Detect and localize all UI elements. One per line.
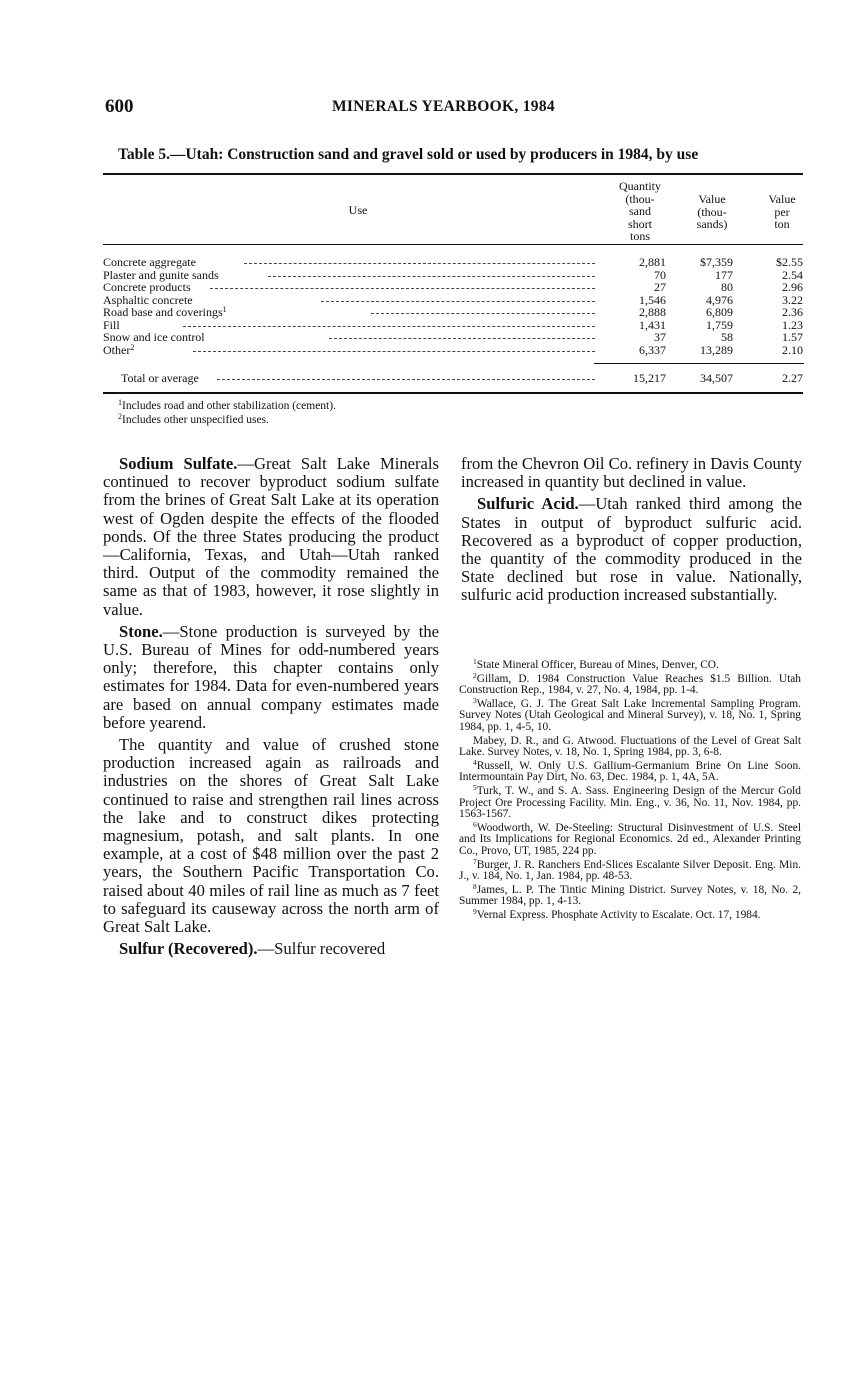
reference-mark: 5 [473, 782, 477, 792]
table-row [103, 306, 803, 318]
row-quantity: 37 [654, 330, 666, 344]
reference-list [459, 657, 801, 923]
row-value: 13,289 [700, 342, 733, 357]
reference-text: James, L. P. The Tintic Mining District. Survey Notes, v. 18, No. 2, Summer 1984, pp. 1, 4-13. [459, 883, 801, 908]
col-head-line: sands) [696, 217, 728, 231]
leader-dots [210, 288, 595, 289]
reference-item [459, 695, 801, 734]
reference-mark: 3 [473, 695, 477, 705]
left-column [103, 455, 439, 958]
row-use-label: Plaster and gunite sands [103, 267, 219, 282]
leader-dots [321, 301, 595, 302]
reference-text: Vernal Express. Phosphate Activity to Escalate. Oct. 17, 1984. [476, 908, 761, 921]
col-head-line: sand [629, 204, 651, 218]
reference-item [459, 670, 801, 697]
col-head-line: tons [629, 229, 650, 243]
leader-dots [268, 276, 595, 277]
col-head-line: Value [768, 192, 796, 206]
reference-text: Burger, J. R. Ranchers End-Slices Escalante Silver Deposit. Eng. Min. J., v. 184, No. 1, Jan. 1984, pp. 48-53. [459, 858, 801, 883]
table-row [103, 294, 803, 306]
col-head-value-per-ton [757, 193, 807, 231]
row-per-ton: 2.36 [782, 305, 803, 319]
row-quantity: 70 [654, 267, 666, 282]
reference-item [459, 757, 801, 784]
paragraph-crushed-stone: The quantity and value of crushed stone production increased again as railroads and industries on the shores of Great Salt Lake continued to raise and strengthen rail lines across the lake and to construct dikes protecting magnesium, potash, and salt plants. In one example, at a cost of $48 million over the past 2 years, the Southern Pacific Transportation Co. raised about 40 miles of rail line as much as 7 feet to safeguard its causeway across the north arm of Great Salt Lake. [103, 735, 439, 937]
reference-mark: 2 [473, 670, 477, 680]
row-use-label: Road base and coverings$^1$ [103, 305, 227, 319]
leader-dots [329, 338, 595, 339]
table-header-rule [103, 244, 803, 245]
reference-mark: 8 [473, 881, 477, 891]
total-label: Total or average [121, 371, 199, 385]
reference-text: Woodworth, W. De-Steeling: Structural Disinvestment of U.S. Steel and Its Implications for Regional Economics. 2d ed., Alexander Printing Co., Provo, UT, 1985, 224 pp. [459, 821, 801, 857]
col-head-line: short [628, 216, 652, 231]
row-use-label: Asphaltic concrete [103, 292, 193, 307]
table-top-rule [103, 173, 803, 175]
col-head-value [684, 193, 740, 231]
table-title: Table 5.—Utah: Construction sand and gravel sold or used by producers in 1984, by use [118, 146, 699, 163]
row-use-label: Fill [103, 317, 120, 332]
leader-dots [217, 379, 595, 380]
row-use-label: Snow and ice control [103, 330, 205, 344]
reference-item [459, 736, 801, 759]
row-value: 1,759 [706, 317, 733, 332]
row-value: 177 [715, 267, 733, 282]
row-quantity: 2,888 [639, 305, 666, 319]
paragraph-sulfur-continued: from the Chevron Oil Co. refinery in Davis County increased in quantity but declined in value. [461, 454, 802, 492]
reference-text: State Mineral Officer, Bureau of Mines, Denver, CO. [476, 659, 719, 671]
footnote-mark: 2 [130, 342, 135, 352]
reference-mark: 4 [473, 757, 477, 767]
paragraph-stone: Stone.—Stone production is surveyed by the U.S. Bureau of Mines for odd-numbered years only; therefore, this chapter contains only estimates for 1984. Data for even-numbered years are based on annual company estimates made before yearend. [103, 621, 439, 732]
reference-item [459, 906, 801, 922]
row-quantity: 1,431 [639, 317, 666, 332]
row-per-ton: 3.22 [782, 292, 803, 307]
leader-dots [244, 263, 595, 264]
row-per-ton: 2.96 [782, 280, 803, 294]
col-head-line: Value [698, 192, 726, 206]
reference-mark: 7 [473, 856, 477, 866]
row-per-ton: 2.54 [782, 267, 803, 282]
page-number: 600 [105, 96, 134, 117]
row-use-label: Concrete products [103, 280, 191, 294]
table-footnote-2: $^2$Includes other unspecified uses. [118, 412, 269, 426]
reference-item [459, 782, 801, 821]
row-value: 58 [721, 330, 733, 344]
reference-mark: 1 [473, 657, 477, 666]
row-value: 4,976 [706, 292, 733, 307]
reference-item [459, 657, 801, 672]
total-rule [594, 363, 804, 364]
reference-text: Gillam, D. 1984 Construction Value Reaches $1.5 Billion. Utah Construction Rep., 1984, v. 27, No. 4, 1984, pp. 1-4. [459, 672, 801, 697]
col-head-line: (thou- [625, 191, 655, 206]
table-row [103, 269, 803, 281]
total-quantity: 15,217 [633, 371, 666, 385]
footnote-mark: 1 [222, 305, 227, 314]
row-use-label: Concrete aggregate [103, 255, 196, 269]
table-row [103, 319, 803, 331]
total-value: 34,507 [700, 371, 733, 385]
table-total-row [103, 372, 803, 384]
row-per-ton: $2.55 [776, 255, 803, 269]
table-row [103, 344, 803, 356]
reference-text: Russell, W. Only U.S. Gallium-Germanium Brine On Line Soon. Intermountain Pay Dirt, No. 63, Dec. 1984, p. 1, 4A, 5A. [459, 759, 801, 784]
reference-item [459, 819, 801, 858]
leader-dots [193, 351, 595, 352]
reference-mark: 6 [473, 819, 477, 829]
row-per-ton: 2.10 [782, 342, 803, 357]
table-row [103, 331, 803, 343]
col-head-line: (thou- [697, 204, 727, 219]
reference-item [459, 881, 801, 908]
table-row [103, 281, 803, 293]
reference-text: Mabey, D. R., and G. Atwood. Fluctuations of the Level of Great Salt Lake. Survey Notes, v. 18, No. 1, Spring 1984, pp. 3, 6-8. [459, 734, 801, 759]
running-title: MINERALS YEARBOOK, 1984 [332, 98, 555, 115]
row-per-ton: 1.23 [782, 317, 803, 332]
row-quantity: 2,881 [639, 255, 666, 269]
paragraph-sulfuric-acid: Sulfuric Acid.—Utah ranked third among the States in output of byproduct sulfuric acid. Recovered as a byproduct of copper production, the quantity of the commodity produced in the State declined but rose in value. Nationally, sulfuric acid production increased substantially. [461, 494, 802, 605]
row-value: $7,359 [700, 255, 733, 269]
right-column [461, 455, 802, 605]
leader-dots [183, 326, 595, 327]
row-value: 80 [721, 280, 733, 294]
col-head-use: Use [348, 203, 368, 217]
reference-item [459, 856, 801, 883]
row-value: 6,809 [706, 305, 733, 319]
total-per-ton: 2.27 [782, 371, 803, 385]
paragraph-sodium-sulfate: Sodium Sulfate.—Great Salt Lake Minerals continued to recover byproduct sodium sulfate from the brines of Great Salt Lake at its operation west of Ogden despite the effects of the flooded ponds. Of the three States producing the product—California, Texas, and Utah—Utah ranked third. Output of the commodity remained the same as that of 1983, however, it rose slightly in value. [103, 454, 439, 619]
reference-text: Wallace, G. J. The Great Salt Lake Incremental Sampling Program. Survey Notes (Utah Geological and Mineral Survey), v. 18, No. 1, Spring 1984, pp. 1, 4-5, 10. [459, 697, 801, 733]
reference-text: Turk, T. W., and S. A. Sass. Engineering Design of the Mercur Gold Project Ore Processing Facility. Min. Eng., v. 36, No. 11, Nov. 1984, pp. 1563-1567. [459, 784, 801, 821]
col-head-line: per [774, 204, 790, 219]
table-row [103, 256, 803, 268]
row-quantity: 1,546 [639, 292, 666, 307]
leader-dots [371, 313, 595, 314]
reference-mark: 9 [473, 906, 477, 916]
col-head-line: ton [774, 217, 790, 231]
table-footnote-1: $^1$Includes road and other stabilization (cement). [118, 398, 336, 412]
row-quantity: 27 [654, 280, 666, 294]
paragraph-sulfur: Sulfur (Recovered).—Sulfur recovered [119, 939, 386, 959]
table-bottom-rule [103, 392, 803, 394]
col-head-line: Quantity [619, 179, 661, 193]
row-per-ton: 1.57 [782, 330, 803, 344]
row-quantity: 6,337 [639, 342, 666, 357]
row-use-label: Other$^2$ [103, 342, 135, 357]
col-head-quantity [610, 180, 670, 243]
